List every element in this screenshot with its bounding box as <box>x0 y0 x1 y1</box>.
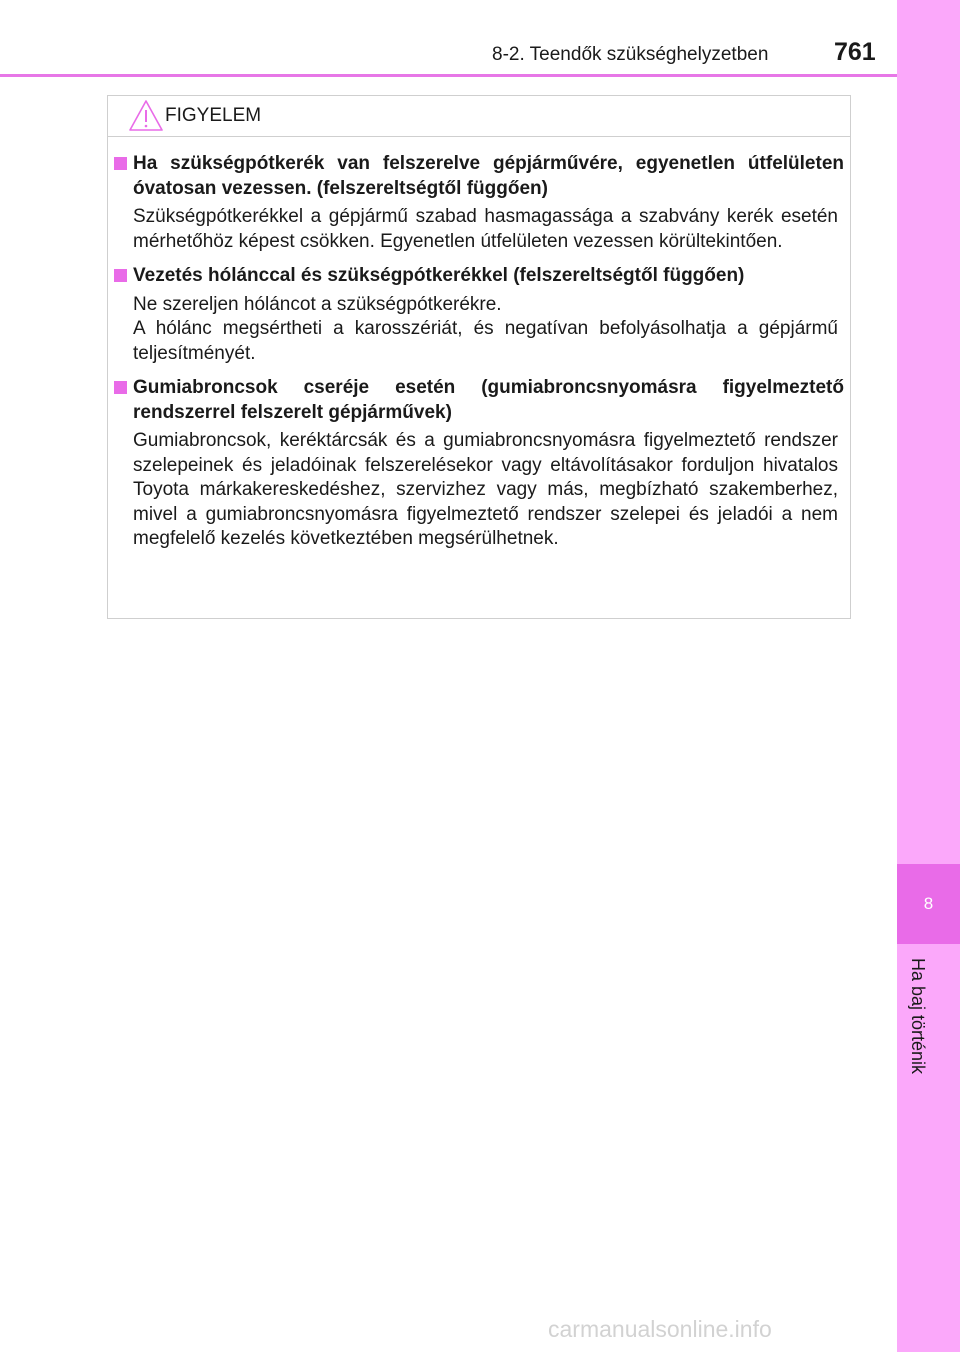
square-bullet-icon <box>114 381 127 394</box>
warning-header <box>108 96 850 137</box>
warning-section-snow-chains <box>108 264 852 366</box>
warning-paragraph: Gumiabroncsok, keréktárcsák és a gumiabroncsnyomásra figyelmeztető rendszer szelepeinek és jeladóinak felszerelésekor vagy eltávolításakor forduljon hivatalos Toyota márkakereskedéshez, szervizhez vagy más, megbízható szakemberhez, mivel a gumiabroncsnyomásra figyelmeztető rendszer szelepei és jeladói a nem megfelelő kezelés következtében megsérülhetnek. <box>133 430 838 549</box>
warning-paragraph: A hólánc megsértheti a karosszériát, és negatívan befolyásolhatja a gépjármű teljesítményét. <box>133 318 838 364</box>
warning-paragraph: Szükségpótkerékkel a gépjármű szabad hasmagassága a szabvány kerék esetén mérhetőhöz képest csökken. Egyenetlen útfelületen vezessen körültekintően. <box>133 206 838 252</box>
section-title: 8-2. Teendők szükséghelyzetben <box>492 44 769 65</box>
warning-section-title: Ha szükségpótkerék van felszerelve gépjárművére, egyenetlen útfelületen óvatosan vezessen. (felszereltségtől függően) <box>133 153 844 199</box>
chapter-number-box <box>897 864 960 944</box>
chapter-side-tab <box>897 0 960 1352</box>
warning-body <box>108 152 852 562</box>
warning-title: FIGYELEM <box>165 105 262 126</box>
warning-paragraph: Ne szereljen hóláncot a szükségpótkerékre. <box>133 293 502 315</box>
chapter-number: 8 <box>923 894 934 913</box>
warning-box <box>107 95 851 619</box>
square-bullet-icon <box>114 157 127 170</box>
square-bullet-icon <box>114 269 127 282</box>
warning-triangle-icon <box>128 99 164 133</box>
watermark: carmanualsonline.info <box>548 1316 772 1342</box>
warning-section-title: Gumiabroncsok cseréje esetén (gumiabroncsnyomásra figyelmeztető rendszerrel felszerelt gépjárművek) <box>133 377 844 423</box>
chapter-title: Ha baj történik <box>908 958 928 1075</box>
warning-section-tire-replacement <box>108 376 852 552</box>
warning-section-title: Vezetés hólánccal és szükségpótkerékkel (felszereltségtől függően) <box>133 265 745 286</box>
page-number: 761 <box>834 38 876 66</box>
header-divider <box>0 74 897 77</box>
warning-section-spare-tire <box>108 152 852 254</box>
